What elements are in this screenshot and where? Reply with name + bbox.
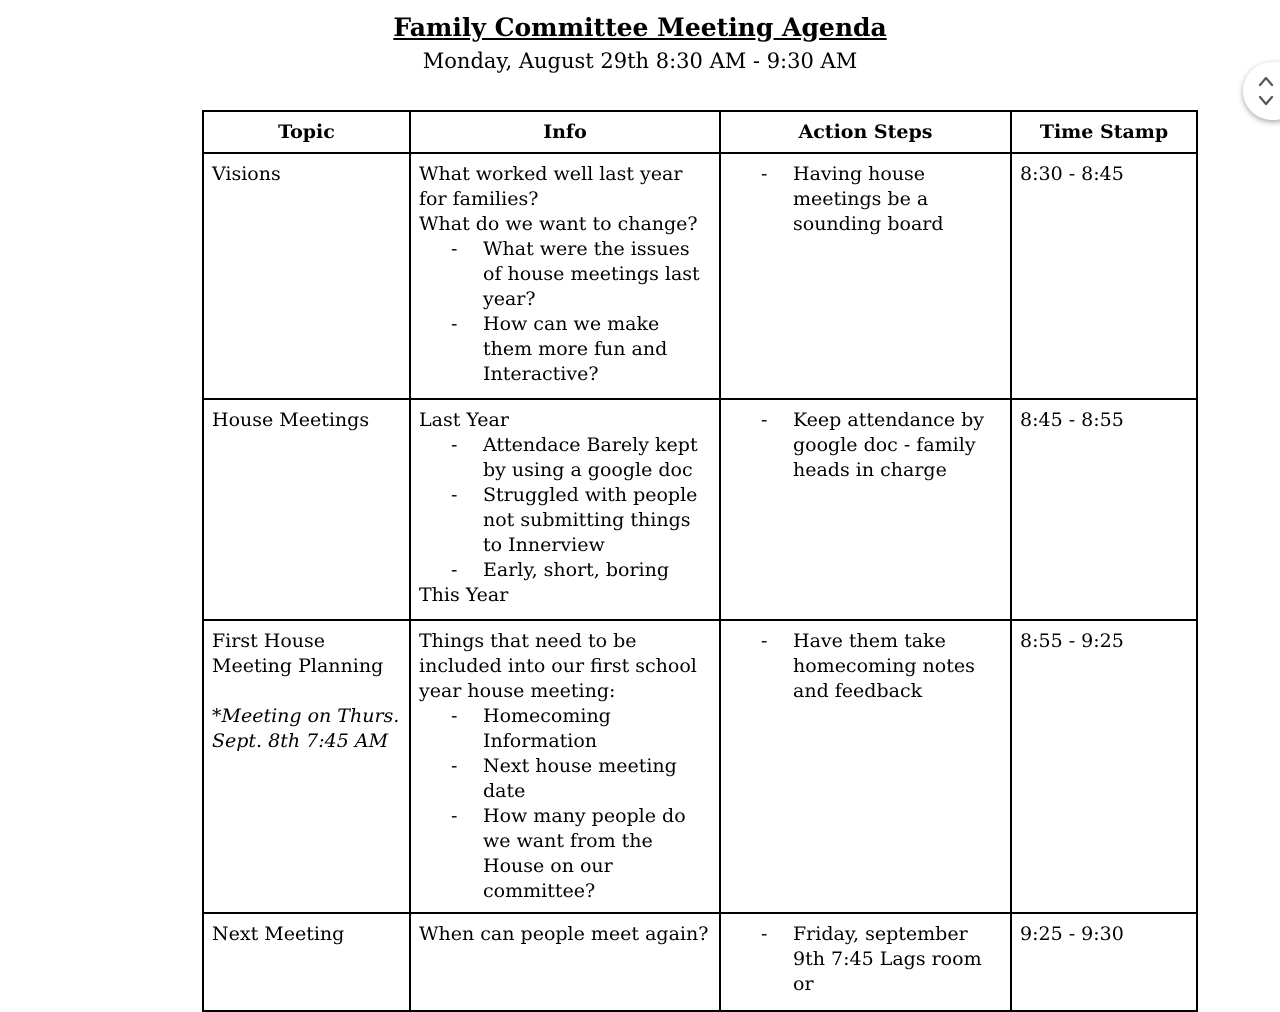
- time-text: 9:25 - 9:30: [1020, 923, 1124, 945]
- action-list: [729, 629, 1004, 704]
- action-cell: [720, 399, 1011, 620]
- info-bullet-list: [419, 237, 713, 387]
- action-list: [729, 408, 1004, 483]
- info-bullet: - How can we make them more fun and Interactive?: [419, 312, 713, 387]
- table-row: [203, 620, 1197, 913]
- chevron-down-icon[interactable]: [1257, 94, 1275, 108]
- info-text: What do we want to change?: [419, 213, 698, 235]
- info-bullet-list: [419, 433, 713, 583]
- time-cell: [1011, 153, 1197, 399]
- info-bullet: - How many people do we want from the House on our committee?: [419, 804, 713, 904]
- info-bullet: - Next house meeting date: [419, 754, 713, 804]
- info-bullet: - Attendace Barely kept by using a google doc: [419, 433, 713, 483]
- info-bullet: - What were the issues of house meetings last year?: [419, 237, 713, 312]
- agenda-table: [202, 110, 1198, 1012]
- action-item: - Keep attendance by google doc - family heads in charge: [729, 408, 1004, 483]
- topic-cell: [203, 620, 410, 913]
- action-list: [729, 922, 1004, 997]
- document-subtitle: Monday, August 29th 8:30 AM - 9:30 AM: [422, 49, 858, 73]
- info-cell: [410, 620, 720, 913]
- action-item: - Have them take homecoming notes and feedback: [729, 629, 1004, 704]
- action-item: - Having house meetings be a sounding board: [729, 162, 1004, 237]
- time-cell: [1011, 913, 1197, 1011]
- topic-cell: [203, 399, 410, 620]
- topic-text: Next Meeting: [212, 923, 345, 945]
- time-text: 8:55 - 9:25: [1020, 630, 1124, 652]
- table-row: [203, 913, 1197, 1011]
- action-item: - Friday, september 9th 7:45 Lags room or: [729, 922, 1004, 997]
- table-row: [203, 153, 1197, 399]
- info-text: Things that need to be included into our first school year house meeting:: [419, 630, 697, 702]
- header-action-steps: Action Steps: [720, 111, 1011, 153]
- info-cell: [410, 913, 720, 1011]
- action-cell: [720, 620, 1011, 913]
- topic-text: Visions: [212, 163, 281, 185]
- action-cell: [720, 153, 1011, 399]
- document-title: Family Committee Meeting Agenda: [393, 13, 887, 42]
- info-text: When can people meet again?: [419, 923, 709, 945]
- info-cell: [410, 399, 720, 620]
- info-bullet: - Struggled with people not submitting things to Innerview: [419, 483, 713, 558]
- chevron-up-icon[interactable]: [1257, 74, 1275, 88]
- topic-cell: [203, 153, 410, 399]
- table-row: [203, 399, 1197, 620]
- info-bullet-list: [419, 704, 713, 904]
- info-bullet: - Early, short, boring: [419, 558, 713, 583]
- topic-note: *Meeting on Thurs. Sept. 8th 7:45 AM: [212, 705, 400, 752]
- info-text: What worked well last year for families?: [419, 163, 683, 210]
- header-info: Info: [410, 111, 720, 153]
- topic-cell: [203, 913, 410, 1011]
- header-time-stamp: Time Stamp: [1011, 111, 1197, 153]
- action-list: [729, 162, 1004, 237]
- header-topic: Topic: [203, 111, 410, 153]
- info-bullet: - Homecoming Information: [419, 704, 713, 754]
- time-text: 8:30 - 8:45: [1020, 163, 1124, 185]
- info-cell: [410, 153, 720, 399]
- topic-text: House Meetings: [212, 409, 370, 431]
- info-text: This Year: [419, 584, 509, 606]
- info-text: Last Year: [419, 409, 509, 431]
- time-cell: [1011, 620, 1197, 913]
- time-cell: [1011, 399, 1197, 620]
- topic-text: First House Meeting Planning: [212, 630, 384, 677]
- table-header-row: [203, 111, 1197, 153]
- action-cell: [720, 913, 1011, 1011]
- time-text: 8:45 - 8:55: [1020, 409, 1124, 431]
